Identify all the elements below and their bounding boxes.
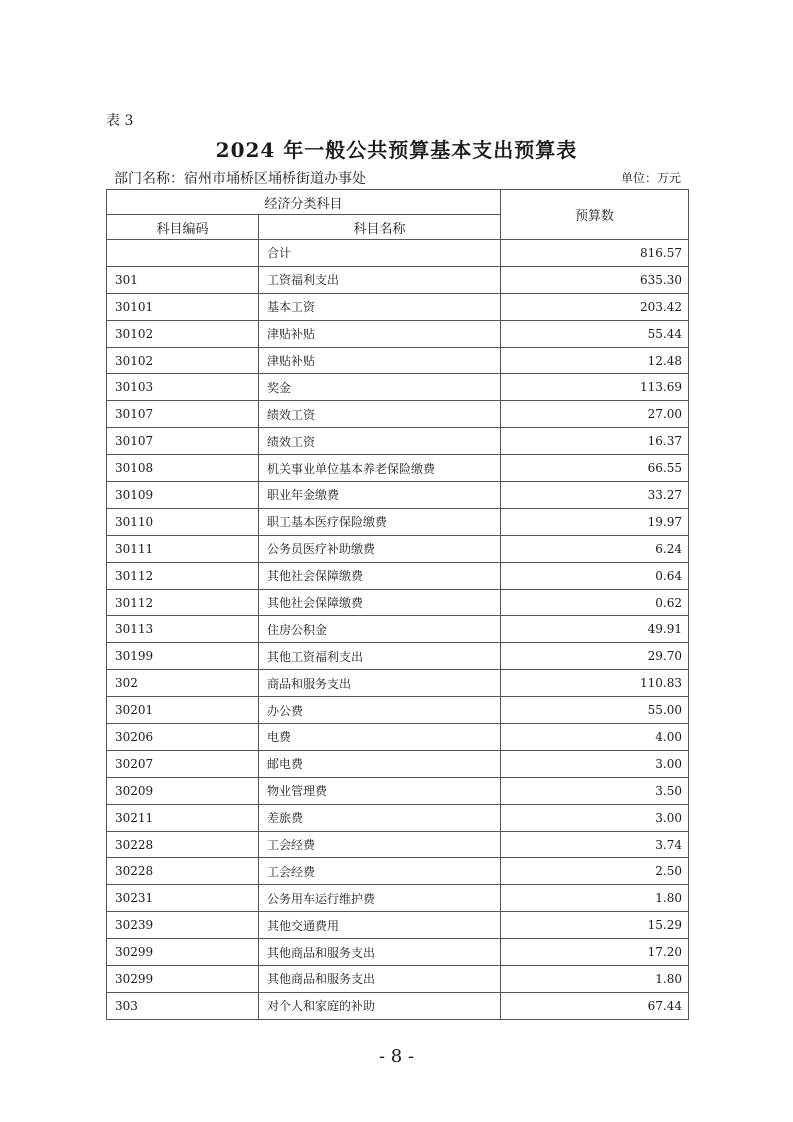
cell-amount: 113.69 [501,374,689,401]
cell-amount: 3.00 [501,804,689,831]
cell-code: 30209 [107,777,259,804]
cell-name: 其他社会保障缴费 [259,589,501,616]
cell-name: 机关事业单位基本养老保险缴费 [259,455,501,482]
cell-code: 30107 [107,428,259,455]
table-row [107,589,689,616]
cell-name: 其他交通费用 [259,912,501,939]
unit-label: 单位：万元 [620,171,681,185]
cell-code: 30299 [107,966,259,993]
cell-amount: 19.97 [501,508,689,535]
table-row [107,643,689,670]
cell-amount: 3.50 [501,777,689,804]
cell-amount: 17.20 [501,939,689,966]
table-row [107,240,689,267]
cell-code: 30110 [107,508,259,535]
table-row [107,535,689,562]
cell-amount: 0.62 [501,589,689,616]
table-row [107,616,689,643]
cell-amount: 49.91 [501,616,689,643]
cell-name: 职业年金缴费 [259,482,501,509]
cell-name: 其他工资福利支出 [259,643,501,670]
cell-name: 合计 [259,240,501,267]
cell-name: 津贴补贴 [259,347,501,374]
cell-name: 对个人和家庭的补助 [259,992,501,1019]
cell-amount: 27.00 [501,401,689,428]
cell-code: 302 [107,670,259,697]
cell-code: 30112 [107,562,259,589]
cell-code: 301 [107,266,259,293]
table-row [107,266,689,293]
header-amount: 预算数 [501,190,689,240]
cell-amount: 15.29 [501,912,689,939]
cell-amount: 12.48 [501,347,689,374]
cell-amount: 635.30 [501,266,689,293]
table-row [107,293,689,320]
table-body [107,240,689,1020]
department-name: 部门名称：宿州市埇桥区埇桥街道办事处 [114,171,366,187]
cell-code: 30206 [107,724,259,751]
cell-code: 30107 [107,401,259,428]
cell-name: 工会经费 [259,831,501,858]
table-row [107,428,689,455]
cell-code: 30207 [107,750,259,777]
cell-code: 30101 [107,293,259,320]
table-row [107,750,689,777]
cell-amount: 67.44 [501,992,689,1019]
cell-name: 商品和服务支出 [259,670,501,697]
cell-name: 电费 [259,724,501,751]
cell-amount: 66.55 [501,455,689,482]
table-row [107,482,689,509]
cell-name: 公务用车运行维护费 [259,885,501,912]
cell-amount: 0.64 [501,562,689,589]
cell-amount: 3.74 [501,831,689,858]
cell-code: 30109 [107,482,259,509]
table-row [107,320,689,347]
cell-name: 其他商品和服务支出 [259,939,501,966]
cell-amount: 55.00 [501,697,689,724]
cell-amount: 33.27 [501,482,689,509]
table-row [107,777,689,804]
cell-name: 工会经费 [259,858,501,885]
cell-name: 基本工资 [259,293,501,320]
cell-code [107,240,259,267]
cell-code: 30102 [107,320,259,347]
cell-name: 绩效工资 [259,401,501,428]
page-title: 2024 年一般公共预算基本支出预算表 [215,138,578,162]
table-label: 表 3 [106,113,134,129]
table-row [107,455,689,482]
cell-name: 其他商品和服务支出 [259,966,501,993]
cell-code: 30103 [107,374,259,401]
cell-code: 30231 [107,885,259,912]
cell-code: 303 [107,992,259,1019]
cell-name: 差旅费 [259,804,501,831]
table-row [107,858,689,885]
table-row [107,912,689,939]
table-row [107,374,689,401]
cell-amount: 1.80 [501,885,689,912]
cell-name: 职工基本医疗保险缴费 [259,508,501,535]
cell-code: 30199 [107,643,259,670]
table-row [107,508,689,535]
page-number: - 8 - [378,1046,415,1067]
cell-code: 30111 [107,535,259,562]
cell-amount: 1.80 [501,966,689,993]
cell-amount: 2.50 [501,858,689,885]
table-row [107,401,689,428]
cell-code: 30201 [107,697,259,724]
cell-code: 30228 [107,831,259,858]
cell-amount: 110.83 [501,670,689,697]
table-row [107,670,689,697]
table-row [107,831,689,858]
table-row [107,724,689,751]
cell-code: 30113 [107,616,259,643]
cell-amount: 16.37 [501,428,689,455]
cell-code: 30102 [107,347,259,374]
cell-code: 30112 [107,589,259,616]
cell-code: 30108 [107,455,259,482]
cell-amount: 203.42 [501,293,689,320]
cell-amount: 4.00 [501,724,689,751]
cell-name: 工资福利支出 [259,266,501,293]
cell-name: 津贴补贴 [259,320,501,347]
cell-amount: 6.24 [501,535,689,562]
table-row [107,347,689,374]
header-economic-class: 经济分类科目 [107,190,501,215]
cell-name: 邮电费 [259,750,501,777]
table-row [107,939,689,966]
cell-name: 奖金 [259,374,501,401]
cell-name: 其他社会保障缴费 [259,562,501,589]
cell-code: 30211 [107,804,259,831]
cell-name: 办公费 [259,697,501,724]
table-row [107,697,689,724]
cell-amount: 3.00 [501,750,689,777]
table-row [107,992,689,1019]
cell-amount: 816.57 [501,240,689,267]
table-row [107,966,689,993]
budget-table [106,189,689,1020]
cell-amount: 29.70 [501,643,689,670]
table-row [107,562,689,589]
cell-name: 公务员医疗补助缴费 [259,535,501,562]
header-name: 科目名称 [259,215,501,240]
cell-amount: 55.44 [501,320,689,347]
cell-name: 绩效工资 [259,428,501,455]
cell-name: 住房公积金 [259,616,501,643]
table-row [107,885,689,912]
table-row [107,804,689,831]
cell-name: 物业管理费 [259,777,501,804]
cell-code: 30239 [107,912,259,939]
cell-code: 30299 [107,939,259,966]
header-code: 科目编码 [107,215,259,240]
cell-code: 30228 [107,858,259,885]
